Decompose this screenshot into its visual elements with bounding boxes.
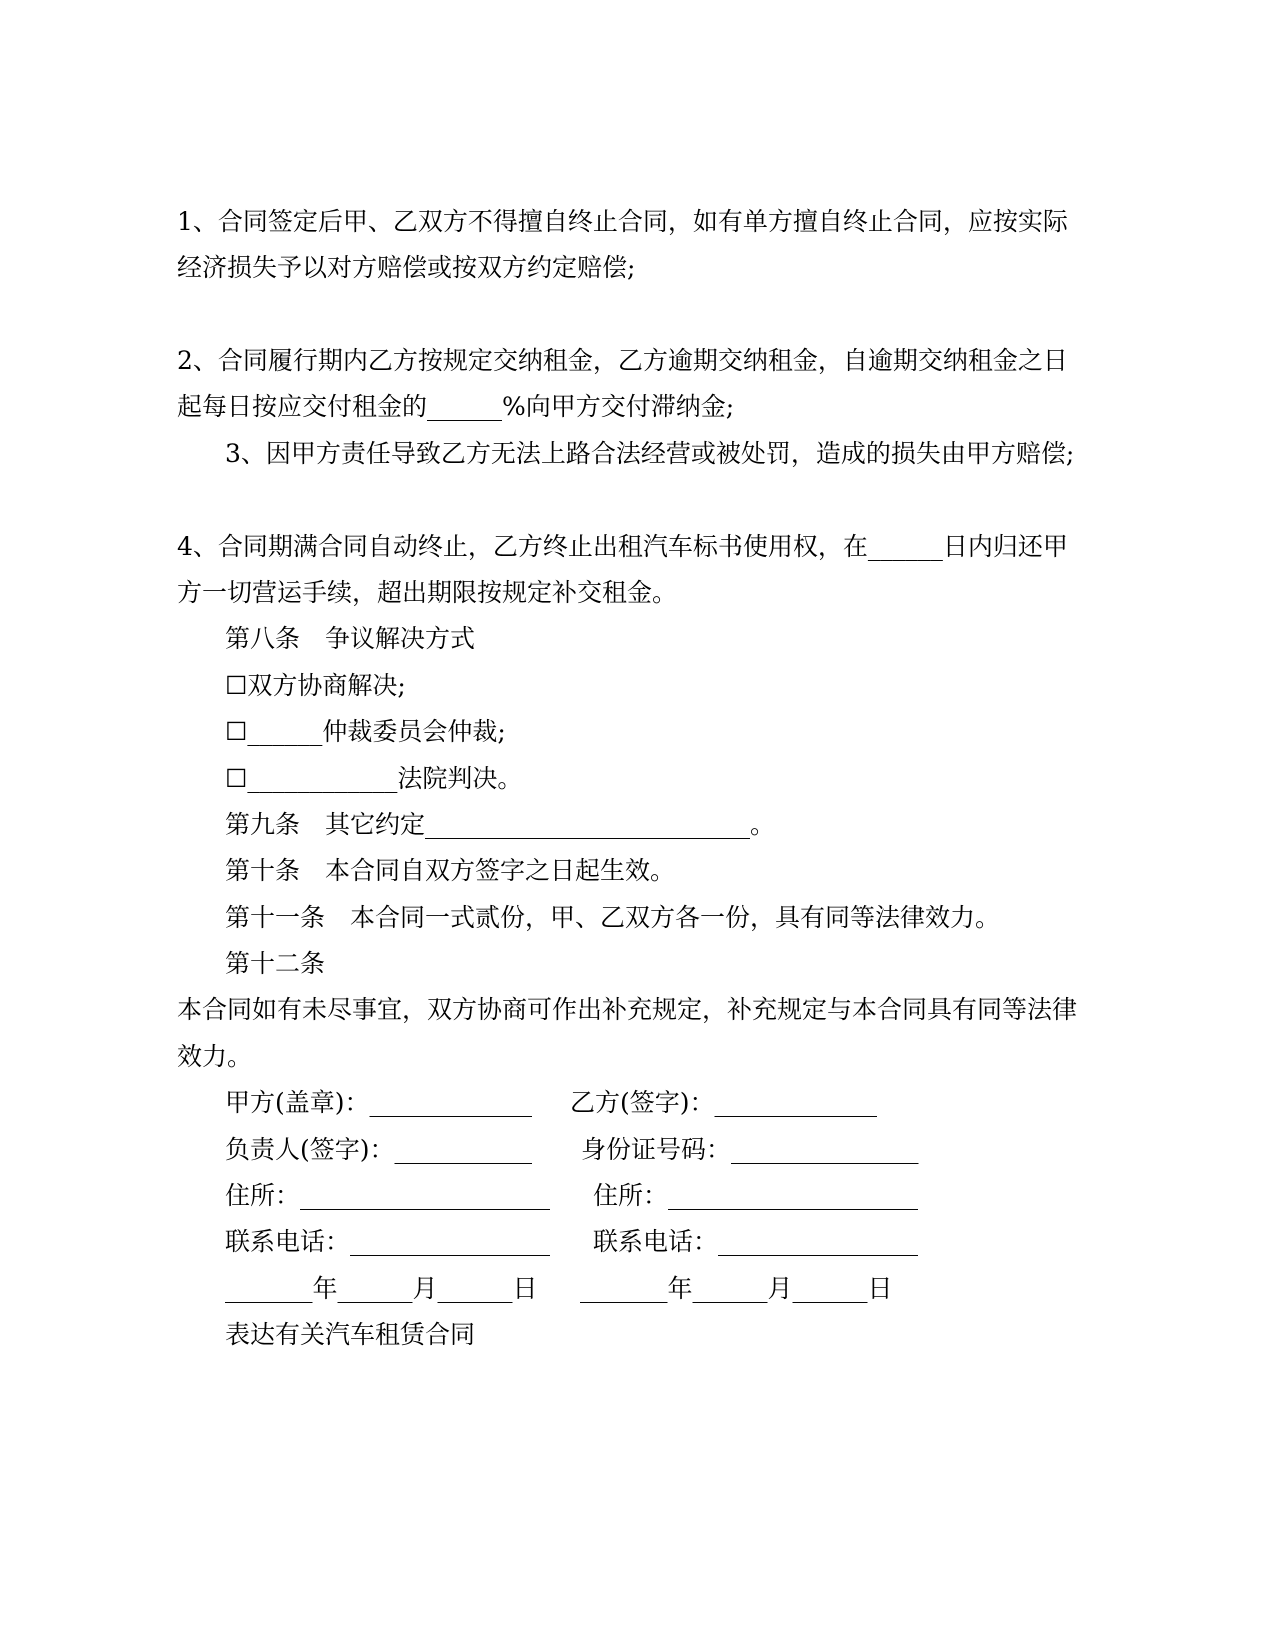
- party-b-sign-field: 乙方(签字)：_____________: [570, 1088, 878, 1117]
- signature-row-date: [225, 1274, 985, 1304]
- clause-4-line-1: 4、合同期满合同自动终止，乙方终止出租汽车标书使用权，在______日内归还甲: [177, 532, 1068, 561]
- date-a-field: _______年______月______日: [225, 1274, 538, 1303]
- article-12-heading: 第十二条: [225, 949, 326, 978]
- article-8-heading: 第八条 争议解决方式: [225, 624, 476, 653]
- dispute-option-court: ☐____________法院判决。: [225, 764, 523, 793]
- responsible-sign-field: 负责人(签字)：___________: [225, 1135, 533, 1164]
- clause-2-line-2: 起每日按应交付租金的______%向甲方交付滞纳金;: [177, 392, 735, 421]
- article-9: 第九条 其它约定__________________________。: [225, 810, 776, 839]
- dispute-option-arbitration: ☐______仲裁委员会仲裁;: [225, 717, 506, 746]
- date-b-field: _______年______月______日: [580, 1274, 893, 1303]
- clause-1-line-2: 经济损失予以对方赔偿或按双方约定赔偿;: [177, 253, 636, 282]
- article-12-line-2: 效力。: [177, 1042, 253, 1071]
- signature-row-address: [225, 1181, 985, 1211]
- clause-2-line-1: 2、合同履行期内乙方按规定交纳租金，乙方逾期交纳租金，自逾期交纳租金之日: [177, 346, 1068, 375]
- party-a-seal-field: 甲方(盖章)：_____________: [225, 1088, 533, 1117]
- id-number-field: 身份证号码：_______________: [581, 1135, 919, 1164]
- signature-row-parties: [225, 1088, 985, 1118]
- article-10: 第十条 本合同自双方签字之日起生效。: [225, 856, 676, 885]
- address-b-field: 住所：____________________: [593, 1181, 919, 1210]
- signature-row-phone: [225, 1227, 985, 1257]
- clause-1-line-1: 1、合同签定后甲、乙双方不得擅自终止合同，如有单方擅自终止合同，应按实际: [177, 207, 1068, 236]
- footer-title: 表达有关汽车租赁合同: [225, 1320, 476, 1349]
- dispute-option-negotiation: ☐双方协商解决;: [225, 671, 406, 700]
- signature-row-responsible: [225, 1135, 985, 1165]
- phone-a-field: 联系电话：________________: [225, 1227, 551, 1256]
- phone-b-field: 联系电话：________________: [593, 1227, 919, 1256]
- address-a-field: 住所：____________________: [225, 1181, 551, 1210]
- clause-4-line-2: 方一切营运手续，超出期限按规定补交租金。: [177, 578, 678, 607]
- article-12-line-1: 本合同如有未尽事宜，双方协商可作出补充规定，补充规定与本合同具有同等法律: [177, 995, 1078, 1024]
- clause-3: 3、因甲方责任导致乙方无法上路合法经营或被处罚，造成的损失由甲方赔偿;: [225, 439, 1075, 468]
- article-11: 第十一条 本合同一式贰份，甲、乙双方各一份，具有同等法律效力。: [225, 903, 1001, 932]
